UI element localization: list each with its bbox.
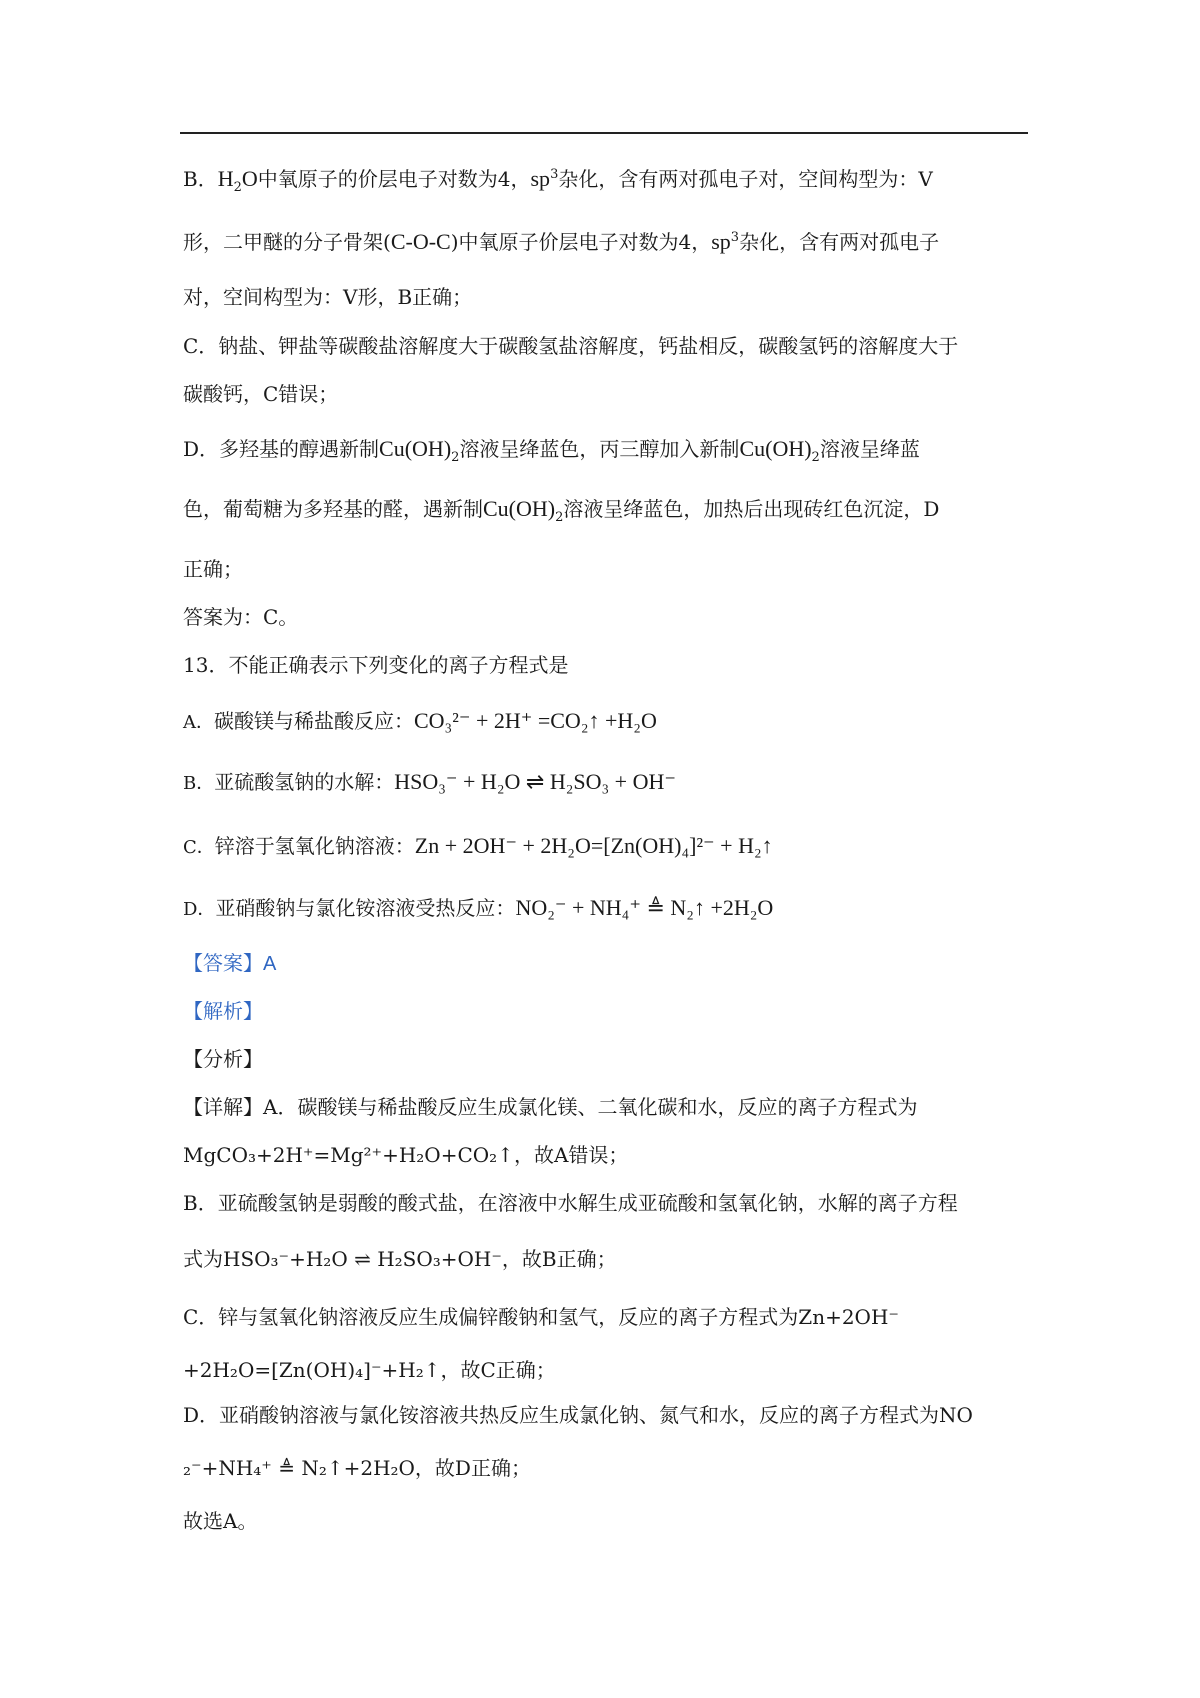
- b-option-line1: B．$H_2O$中氧原子的价层电子对数为4，$sp^3$杂化，含有两对孤电子对，空间构型为：V: [183, 166, 933, 195]
- d-option-line1: D．多羟基的醇遇新制$Cu(OH)_2$溶液呈绛蓝色，丙三醇加入新制$Cu(OH)_2$溶液呈绛蓝: [183, 436, 920, 465]
- b-option-line3: 对，空间构型为：V形，B正确；: [183, 285, 473, 309]
- b-option-line2: 形，二甲醚的分子骨架(C-O-C)中氧原子价层电子对数为4，$sp^3$杂化，含有两对孤电子: [183, 229, 940, 254]
- detail-line9: 故选A。: [183, 1509, 258, 1533]
- answer-value: A: [263, 953, 277, 975]
- previous-answer: 答案为：C。: [183, 605, 299, 629]
- header-rule: [180, 132, 1028, 134]
- q13-option-c: C．锌溶于氢氧化钠溶液：Zn + 2OH⁻ + 2H₂O=[Zn(OH)₄]²⁻ + H₂↑: [183, 833, 773, 858]
- c-option-line2: 碳酸钙，C错误；: [183, 382, 339, 406]
- analysis-tag: 【解析】: [183, 999, 263, 1023]
- q13-option-d: D．亚硝酸钠与氯化铵溶液受热反应：NO₂⁻ + NH₄⁺ ≜ N₂↑ +2H₂O: [183, 895, 774, 920]
- question-13-stem: 13．不能正确表示下列变化的离子方程式是: [183, 653, 569, 677]
- detail-line6: +2H₂O=[Zn(OH)₄]⁻+H₂↑，故C正确；: [183, 1358, 556, 1382]
- q13-option-a: A．碳酸镁与稀盐酸反应：CO₃²⁻ + 2H⁺ =CO₂↑ +H₂O: [183, 708, 657, 733]
- c-option-line1: C．钠盐、钾盐等碳酸盐溶解度大于碳酸氢盐溶解度，钙盐相反，碳酸氢钙的溶解度大于: [183, 334, 959, 358]
- detail-line5: C．锌与氢氧化钠溶液反应生成偏锌酸钠和氢气，反应的离子方程式为Zn+2OH⁻: [183, 1305, 899, 1329]
- q13-option-b: B．亚硫酸氢钠的水解：HSO₃⁻ + H₂O ⇌ H₂SO₃ + OH⁻: [183, 769, 676, 794]
- detail-line3: B．亚硫酸氢钠是弱酸的酸式盐，在溶液中水解生成亚硫酸和氢氧化钠，水解的离子方程: [183, 1191, 958, 1215]
- detail-line8: ₂⁻+NH₄⁺ ≜ N₂↑+2H₂O，故D正确；: [183, 1456, 531, 1480]
- answer-line: [183, 950, 276, 977]
- d-option-line3: 正确；: [183, 557, 243, 581]
- detail-line2: MgCO₃+2H⁺=Mg²⁺+H₂O+CO₂↑，故A错误；: [183, 1143, 629, 1167]
- detail-line1: 【详解】A．碳酸镁与稀盐酸反应生成氯化镁、二氧化碳和水，反应的离子方程式为: [183, 1095, 918, 1119]
- detail-line4: 式为HSO₃⁻+H₂O ⇌ H₂SO₃+OH⁻，故B正确；: [183, 1247, 617, 1271]
- detail-line7: D．亚硝酸钠溶液与氯化铵溶液共热反应生成氯化钠、氮气和水，反应的离子方程式为NO: [183, 1403, 973, 1427]
- fenxi-tag: 【分析】: [183, 1047, 263, 1071]
- answer-tag: 【答案】: [183, 951, 263, 975]
- d-option-line2: 色，葡萄糖为多羟基的醛，遇新制$Cu(OH)_2$溶液呈绛蓝色，加热后出现砖红色沉淀，D: [183, 496, 940, 525]
